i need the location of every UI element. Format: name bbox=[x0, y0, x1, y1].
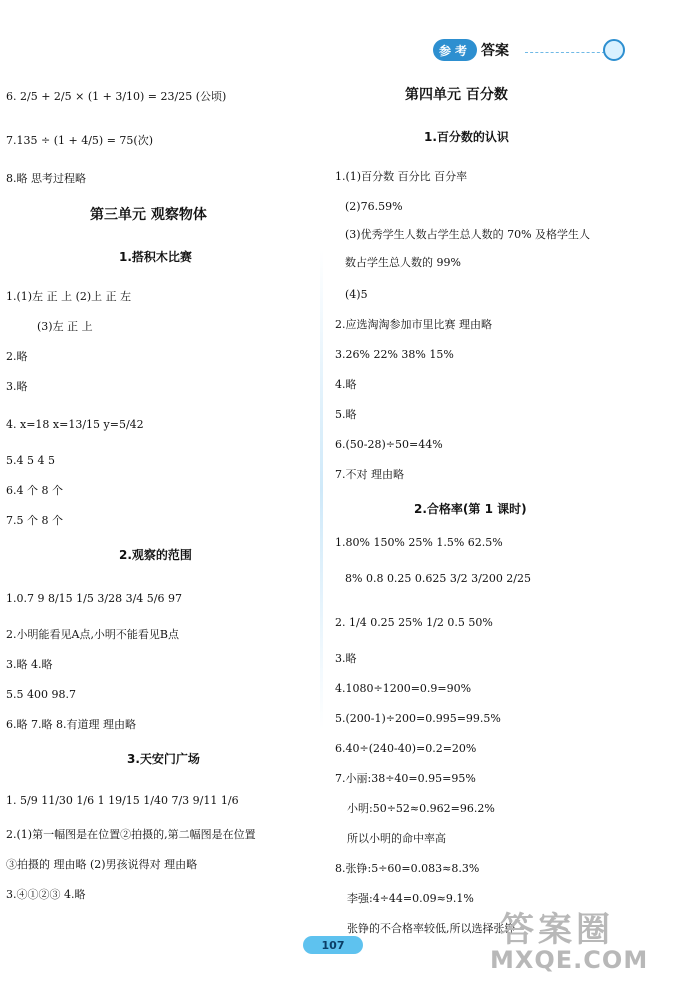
answer-title: 答案 bbox=[481, 43, 509, 59]
reference-badge: 参考 bbox=[433, 39, 477, 61]
answer-line: 小明:50÷52≈0.962=96.2% bbox=[347, 802, 495, 815]
answer-line: 4.1080÷1200=0.9=90% bbox=[335, 682, 472, 695]
column-divider bbox=[320, 250, 323, 730]
answer-line-q8: 8.略 思考过程略 bbox=[6, 172, 86, 185]
answer-line: 8.张铮:5÷60=0.083≈8.3% bbox=[335, 862, 480, 875]
answer-line: 6.40÷(240-40)=0.2=20% bbox=[335, 742, 477, 755]
answer-line: 1. 5/9 11/30 1/6 1 19/15 1/40 7/3 9/11 1/6 bbox=[6, 794, 239, 807]
answer-line: 5.5 400 98.7 bbox=[6, 688, 76, 701]
answer-line: 2. 1/4 0.25 25% 1/2 0.5 50% bbox=[335, 616, 493, 629]
flower-icon bbox=[603, 39, 625, 61]
answer-line-q7: 7.135 ÷ (1 + 4/5) = 75(次) bbox=[6, 134, 153, 147]
answer-line: 5.(200-1)÷200=0.995=99.5% bbox=[335, 712, 501, 725]
unit4-title: 第四单元 百分数 bbox=[405, 87, 508, 103]
answer-line: 数占学生总人数的 99% bbox=[345, 256, 461, 269]
answer-line: 8% 0.8 0.25 0.625 3/2 3/200 2/25 bbox=[345, 572, 532, 585]
answer-line: 2.略 bbox=[6, 350, 28, 363]
answer-line: 张铮的不合格率较低,所以选择张铮 bbox=[347, 922, 516, 935]
answer-line: 1.(1)左 正 上 (2)上 正 左 bbox=[6, 290, 132, 303]
watermark-logo-text: 答案圈 bbox=[500, 910, 614, 950]
answer-line: 5.4 5 4 5 bbox=[6, 454, 55, 467]
answer-line: 2.(1)第一幅图是在位置②拍摄的,第二幅图是在位置 bbox=[6, 828, 256, 841]
page-number: 107 bbox=[303, 936, 363, 954]
answer-line: 4. x=18 x=13/15 y=5/42 bbox=[6, 418, 144, 431]
answer-line: 1.0.7 9 8/15 1/5 3/28 3/4 5/6 97 bbox=[6, 592, 182, 605]
answer-line: (3)优秀学生人数占学生总人数的 70% 及格学生人 bbox=[345, 228, 591, 241]
answer-line: 所以小明的命中率高 bbox=[347, 832, 446, 845]
site-watermark bbox=[490, 900, 665, 980]
section-title-block-contest: 1.搭积木比赛 bbox=[119, 250, 192, 264]
answer-line: 3.略 bbox=[335, 652, 357, 665]
answer-line: ③拍摄的 理由略 (2)男孩说得对 理由略 bbox=[6, 858, 198, 871]
answer-line: 7.5 个 8 个 bbox=[6, 514, 63, 527]
answer-line: 2.应选淘淘参加市里比赛 理由略 bbox=[335, 318, 492, 331]
answer-header bbox=[415, 34, 635, 74]
answer-line: 3.26% 22% 38% 15% bbox=[335, 348, 454, 361]
answer-line: 3.略 4.略 bbox=[6, 658, 53, 671]
answer-line: 4.略 bbox=[335, 378, 357, 391]
answer-line: 3.略 bbox=[6, 380, 28, 393]
answer-line: 1.(1)百分数 百分比 百分率 bbox=[335, 170, 468, 183]
section-title-percent-intro: 1.百分数的认识 bbox=[424, 130, 509, 144]
answer-line: (4)5 bbox=[345, 288, 368, 301]
section-title-pass-rate: 2.合格率(第 1 课时) bbox=[414, 502, 527, 516]
section-title-tiananmen: 3.天安门广场 bbox=[127, 752, 200, 766]
answer-line: 6.略 7.略 8.有道理 理由略 bbox=[6, 718, 136, 731]
section-title-range: 2.观察的范围 bbox=[119, 548, 192, 562]
answer-line: 6.4 个 8 个 bbox=[6, 484, 63, 497]
answer-line: 李强:4÷44=0.09≈9.1% bbox=[347, 892, 474, 905]
answer-line: (3)左 正 上 bbox=[37, 320, 93, 333]
answer-line: 6.(50-28)÷50=44% bbox=[335, 438, 443, 451]
watermark-url: MXQE.COM bbox=[490, 946, 649, 974]
answer-line: 1.80% 150% 25% 1.5% 62.5% bbox=[335, 536, 503, 549]
answer-line: 7.不对 理由略 bbox=[335, 468, 404, 481]
answer-line: 3.④①②③ 4.略 bbox=[6, 888, 86, 901]
answer-line: 2.小明能看见A点,小明不能看见B点 bbox=[6, 628, 180, 641]
decorative-dashes bbox=[525, 52, 605, 54]
answer-line: 5.略 bbox=[335, 408, 357, 421]
answer-line: 7.小丽:38÷40=0.95=95% bbox=[335, 772, 476, 785]
answer-line-q6: 6. 2/5 + 2/5 × (1 + 3/10) = 23/25 (公顷) bbox=[6, 90, 227, 103]
answer-line: (2)76.59% bbox=[345, 200, 403, 213]
unit3-title: 第三单元 观察物体 bbox=[90, 207, 207, 223]
